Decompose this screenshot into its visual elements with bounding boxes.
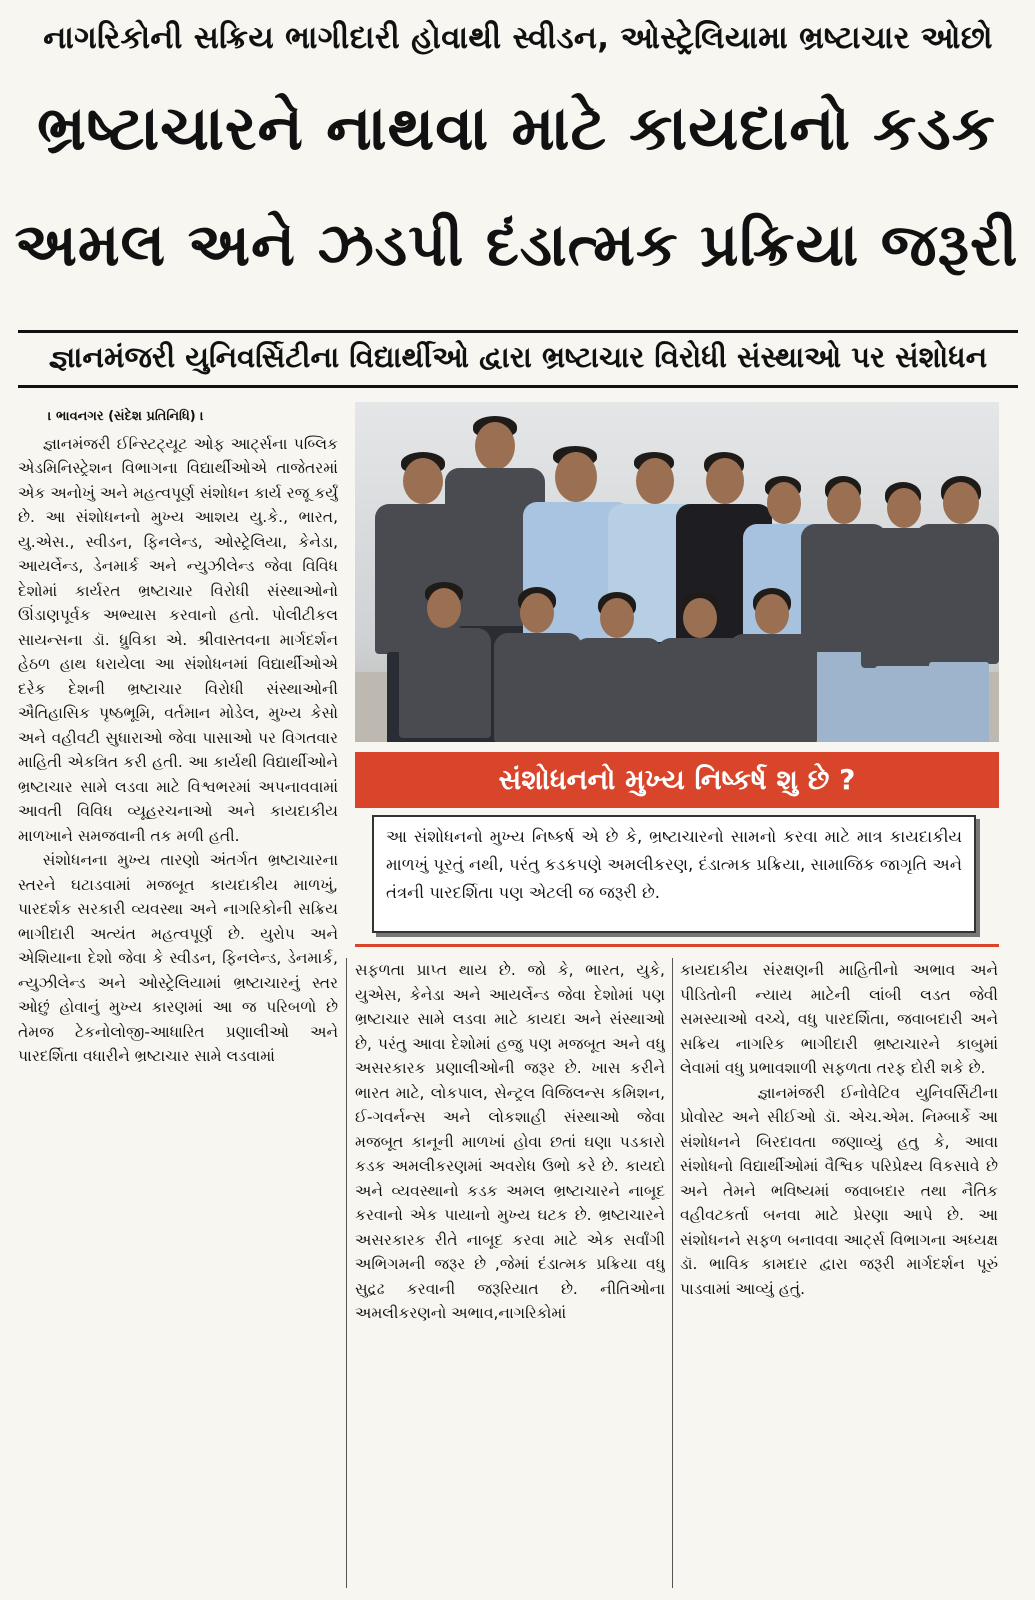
article-column-2 [355,958,665,1598]
subhead-rule-bottom [18,385,1018,388]
findings-banner: સંશોધનનો મુખ્ય નિષ્કર્ષ શુ છે ? [355,752,999,808]
paragraph: જ્ઞાનમંજરી ઈન્સ્ટિટ્યૂટ ઓફ આર્ટ્સના પબ્લિક એડમિનિસ્ટ્રેશન વિભાગના વિદ્યાર્થીઓએ તાજેતરમાં એક અનોખું અને મહત્વપૂર્ણ સંશોધન કાર્ય રજૂ કર્યું છે. આ સંશોધનનો મુખ્ય આશય યુ.કે., ભારત, યુ.એસ., સ્વીડન, ફિનલેન્ડ, ઓસ્ટ્રેલિયા, કેનેડા, આયર્લેન્ડ, ડેનમાર્ક અને ન્યુઝીલેન્ડ જેવા વિવિધ દેશોમાં કાર્યરત ભ્રષ્ટાચાર વિરોધી સંસ્થાઓનો ઊંડાણપૂર્વક અભ્યાસ કરવાનો હતો. પોલીટીકલ સાયન્સના ડૉ. ધ્રુવિકા એ. શ્રીવાસ્તવના માર્ગદર્શન હેઠળ હાથ ધરાયેલા આ સંશોધનમાં વિદ્યાર્થીઓએ દરેક દેશની ભ્રષ્ટાચાર વિરોધી સંસ્થાઓની ઐતિહાસિક પૃષ્ઠભૂમિ, વર્તમાન મોડેલ, મુખ્ય કેસો અને વહીવટી સુધારાઓ જેવા પાસાઓ પર વિગતવાર માહિતી એકત્રિત કરી હતી. આ કાર્યથી વિદ્યાર્થીઓને ભ્રષ્ટાચાર સામે લડવા માટે વિશ્વભરમાં અપનાવવામાં આવતી વિવિધ વ્યૂહરચનાઓ અને કાયદાકીય માળખાને સમજવાની તક મળી હતી. [18,434,338,845]
group-photo [355,402,999,742]
paragraph: સંશોધનના મુખ્ય તારણો અંતર્ગત ભ્રષ્ટાચારના સ્તરને ઘટાડવામાં મજબૂત કાયદાકીય માળખું, પારદર્શક સરકારી વ્યવસ્થા અને નાગરિકોની સક્રિય ભાગીદારી અત્યંત મહત્વપૂર્ણ છે. યુરોપ અને એશિયાના દેશો જેવા કે સ્વીડન, ફિનલેન્ડ, ડેનમાર્ક, ન્યુઝીલેન્ડ અને ઓસ્ટ્રેલિયામાં ભ્રષ્ટાચારનું સ્તર ઓછું હોવાનું મુખ્ય કારણમાં આ જ પરિબળો છે તેમજ ટેકનોલોજી-આધારિત પ્રણાલીઓ અને પારદર્શિતા વધારીને ભ્રષ્ટાચાર સામે લડવામાં [18,851,338,1065]
article-column-1 [18,405,338,1595]
main-headline-line2: અમલ અને ઝડપી દંડાત્મક પ્રક્રિયા જરૂરી [14,210,1019,279]
paragraph: સફળતા પ્રાપ્ત થાય છે. જો કે, ભારત, યુકે, યુએસ, કેનેડા અને આયર્લેન્ડ જેવા દેશોમાં પણ ભ્રષ્ટાચાર સામે લડવા માટે કાયદા અને સંસ્થાઓ છે, પરંતુ આવા દેશોમાં હજુ પણ મજબૂત અને વધુ અસરકારક પ્રણાલીઓની જરૂર છે. ખાસ કરીને ભારત માટે, લોકપાલ, સેન્ટ્રલ વિજિલન્સ કમિશન, ઈ-ગવર્નન્સ અને લોકશાહી સંસ્થાઓ જેવા મજબૂત કાનૂની માળખાં હોવા છતાં ઘણા પડકારો કડક અમલીકરણમાં અવરોધ ઉભો કરે છે. કાયદો અને વ્યવસ્થાનો કડક અમલ ભ્રષ્ટાચારને નાબૂદ કરવાનો એક પાયાનો મુખ્ય ઘટક છે. ભ્રષ્ટાચારને અસરકારક રીતે નાબૂદ કરવા માટે એક સર્વાંગી અભિગમની જરૂર છે ,જેમાં દંડાત્મક પ્રક્રિયા વધુ સુદ્રઢ કરવાની જરૂરિયાત છે. નીતિઓના અમલીકરણનો અભાવ,નાગરિકોમાં [355,961,665,1322]
column-rule [346,958,347,1588]
main-headline-line1: ભ્રષ્ટાચારને નાથવા માટે કાયદાનો કડક [37,93,996,164]
paragraph: જ્ઞાનમંજરી ઈનોવેટિવ યુનિવર્સિટીના પ્રોવોસ્ટ અને સીઈઓ ડૉ. એચ.એમ. નિમ્બાર્કે આ સંશોધનને બિરદાવતા જણાવ્યું હતુ કે, આવા સંશોધનો વિદ્યાર્થીઓમાં વૈશ્વિક પરિપ્રેક્ષ્ય વિકસાવે છે અને તેમને ભવિષ્યમાં જવાબદાર તથા નૈતિક વહીવટકર્તા બનવા માટે પ્રેરણા આપે છે. આ સંશોધનને સફળ બનાવવા આર્ટ્સ વિભાગના અધ્યક્ષ ડૉ. ભાવિક કામદાર દ્વારા જરૂરી માર્ગદર્શન પૂરું પાડવામાં આવ્યું હતું. [680,1083,998,1298]
column-rule [672,958,673,1588]
subheadline: જ્ઞાનમંજરી યુનિવર્સિટીના વિદ્યાર્થીઓ દ્વારા ભ્રષ્ટાચાર વિરોધી સંસ્થાઓ પર સંશોધન [48,340,988,374]
section-divider [355,944,999,947]
dateline: । ભાવનગર (સંદેશ પ્રતિનિધિ) । [48,409,204,424]
paragraph: કાયદાકીય સંરક્ષણની માહિતીનો અભાવ અને પીડિતોની ન્યાય માટેની લાંબી લડત જેવી સમસ્યાઓ વચ્ચે, વધુ પારદર્શિતા, જવાબદારી અને સક્રિય નાગરિક ભાગીદારી ભ્રષ્ટાચારને કાબુમાં લેવામાં વધુ પ્રભાવશાળી સફળતા તરફ દોરી શકે છે. [680,961,998,1077]
article-column-3 [680,958,998,1598]
kicker-headline: નાગરિકોની સક્રિય ભાગીદારી હોવાથી સ્વીડન, ઓસ્ટ્રેલિયામા ભ્રષ્ટાચાર ઓછો [43,20,993,56]
subhead-rule-top [18,330,1018,333]
findings-box: આ સંશોધનનો મુખ્ય નિષ્કર્ષ એ છે કે, ભ્રષ્ટાચારનો સામનો કરવા માટે માત્ર કાયદાકીય માળખું પૂરતું નથી, પરંતુ કડકપણે અમલીકરણ, દંડાત્મક પ્રક્રિયા, સામાજિક જાગૃતિ અને તંત્રની પારદર્શિતા પણ એટલી જ જરૂરી છે. [372,815,976,933]
